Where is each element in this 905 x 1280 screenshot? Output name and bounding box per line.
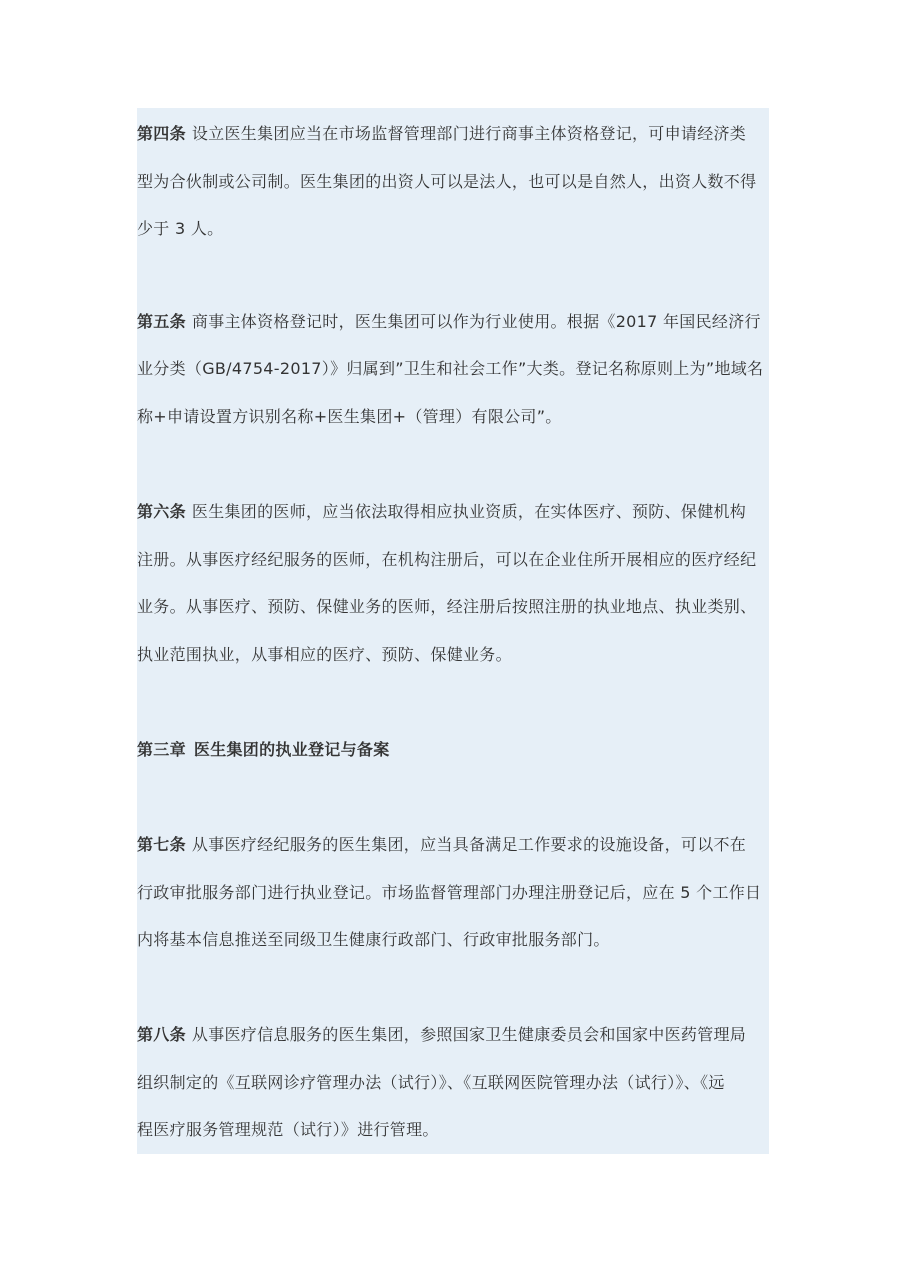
article-6-line-3: [137, 593, 777, 621]
article-5-line-2: [137, 355, 777, 383]
article-8-line-2: [137, 1069, 777, 1097]
article-8-text-1: 从事医疗信息服务的医生集团，参照国家卫生健康委员会和国家中医药管理局: [191, 1025, 747, 1044]
article-8-text-3: 程医疗服务管理规范（试行）》进行管理。: [137, 1120, 439, 1139]
article-7-line-1: [137, 831, 777, 859]
article-8-line-1: [137, 1021, 777, 1049]
article-5-text-2: 业分类（GB/4754-2017）》归属到”卫生和社会工作”大类。登记名称原则上为”地域名: [137, 359, 764, 378]
article-6-text-4: 执业范围执业，从事相应的医疗、预防、保健业务。: [137, 645, 512, 664]
content-panel: [137, 108, 769, 1154]
article-5-number: 第五条: [137, 312, 186, 331]
article-8-number: 第八条: [137, 1025, 186, 1044]
article-6-line-4: [137, 641, 777, 669]
article-6-number: 第六条: [137, 502, 186, 521]
chapter-number: 第三章: [137, 740, 186, 759]
article-7-line-3: [137, 926, 777, 954]
article-4-text-3: 少于 3 人。: [137, 219, 224, 238]
article-6-text-2: 注册。从事医疗经纪服务的医师，在机构注册后，可以在企业住所开展相应的医疗经纪: [137, 550, 757, 569]
article-4-number: 第四条: [137, 124, 186, 143]
article-8-text-2: 组织制定的《互联网诊疗管理办法（试行）》、《互联网医院管理办法（试行）》、《远: [137, 1073, 725, 1092]
article-7-text-3: 内将基本信息推送至同级卫生健康行政部门、行政审批服务部门。: [137, 930, 610, 949]
article-5-text-1: 商事主体资格登记时，医生集团可以作为行业使用。根据《2017 年国民经济行: [191, 312, 761, 331]
article-5-line-3: [137, 403, 777, 431]
article-5-text-3: 称+申请设置方识别名称+医生集团+（管理）有限公司”。: [137, 407, 562, 426]
article-7-line-2: [137, 879, 777, 907]
article-4-text-1: 设立医生集团应当在市场监督管理部门进行商事主体资格登记，可申请经济类: [191, 124, 747, 143]
article-8-line-3: [137, 1116, 777, 1144]
chapter-heading: [137, 736, 777, 764]
article-7-text-2: 行政审批服务部门进行执业登记。市场监督管理部门办理注册登记后，应在 5 个工作日: [137, 883, 762, 902]
article-4-line-1: [137, 120, 777, 148]
article-4-line-3: [137, 215, 777, 243]
article-6-line-1: [137, 498, 777, 526]
article-7-number: 第七条: [137, 835, 186, 854]
article-4-text-2: 型为合伙制或公司制。医生集团的出资人可以是法人，也可以是自然人，出资人数不得: [137, 172, 757, 191]
article-4-line-2: [137, 168, 777, 196]
article-7-text-1: 从事医疗经纪服务的医生集团，应当具备满足工作要求的设施设备，可以不在: [191, 835, 747, 854]
article-6-text-1: 医生集团的医师，应当依法取得相应执业资质，在实体医疗、预防、保健机构: [191, 502, 747, 521]
article-6-text-3: 业务。从事医疗、预防、保健业务的医师，经注册后按照注册的执业地点、执业类别、: [137, 597, 757, 616]
article-6-line-2: [137, 546, 777, 574]
chapter-title: 医生集团的执业登记与备案: [193, 740, 390, 759]
article-5-line-1: [137, 308, 777, 336]
